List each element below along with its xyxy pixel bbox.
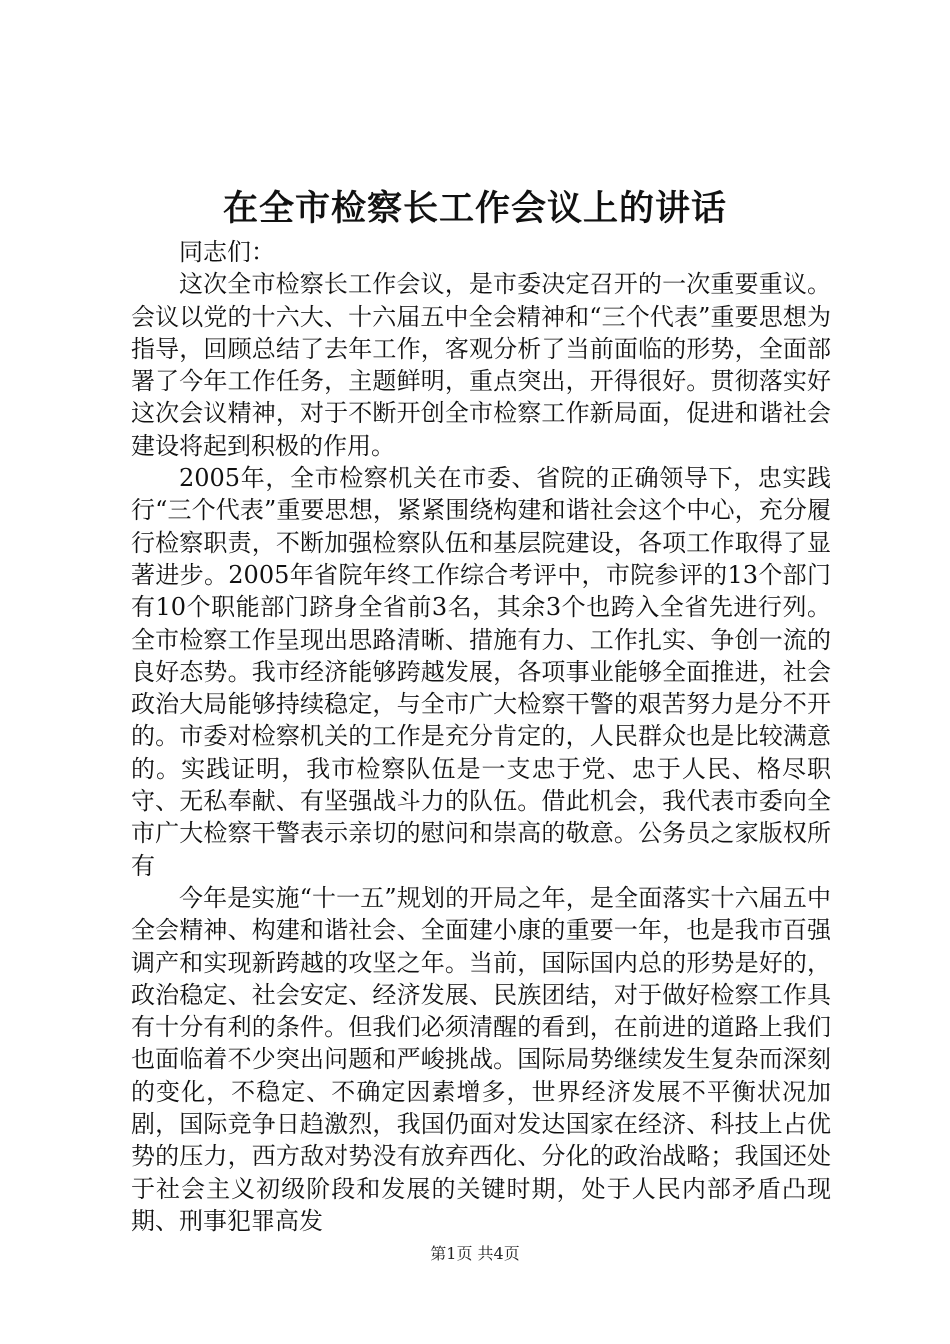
paragraph-3: 今年是实施“十一五”规划的开局之年，是全面落实十六届五中全会精神、构建和谐社会、全面建小康的重要一年，也是我市百强调产和实现新跨越的攻坚之年。当前，国际国内总的形势是好的，政治稳定、社会安定、经济发展、民族团结，对于做好检察工作具有十分有利的条件。但我们必须清醒的看到，在前进的道路上我们也面临着不少突出问题和严峻挑战。国际局势继续发生复杂而深刻的变化，不稳定、不确定因素增多，世界经济发展不平衡状况加剧，国际竞争日趋激烈，我国仍面对发达国家在经济、科技上占优势的压力，西方敌对势没有放弃西化、分化的政治战略；我国还处于社会主义初级阶段和发展的关键时期，处于人民内部矛盾凸现期、刑事犯罪高发 — [131, 883, 831, 1235]
paragraph-2: 2005年，全市检察机关在市委、省院的正确领导下，忠实践行“三个代表”重要思想，紧紧围绕构建和谐社会这个中心，充分履行检察职责，不断加强检察队伍和基层院建设，各项工作取得了显著进步。2005年省院年终工作综合考评中，市院参评的13个部门有10个职能部门跻身全省前3名，其余3个也跨入全省先进行列。全市检察工作呈现出思路清晰、措施有力、工作扎实、争创一流的良好态势。我市经济能够跨越发展，各项事业能够全面推进，社会政治大局能够持续稳定，与全市广大检察干警的艰苦努力是分不开的。市委对检察机关的工作是充分肯定的，人民群众也是比较满意的。实践证明，我市检察队伍是一支忠于党、忠于人民、格尽职守、无私奉献、有坚强战斗力的队伍。借此机会，我代表市委向全市广大检察干警表示亲切的慰问和崇高的敬意。公务员之家版权所有 — [131, 464, 831, 880]
document-body — [131, 236, 831, 1237]
paragraph-1: 这次全市检察长工作会议，是市委决定召开的一次重要重议。会议以党的十六大、十六届五中全会精神和“三个代表”重要思想为指导，回顾总结了去年工作，客观分析了当前面临的形势，全面部署了今年工作任务，主题鲜明，重点突出，开得很好。贯彻落实好这次会议精神，对于不断开创全市检察工作新局面，促进和谐社会建设将起到积极的作用。 — [131, 270, 831, 460]
page-footer: 第1页 共4页 — [430, 1244, 520, 1263]
document-title: 在全市检察长工作会议上的讲话 — [222, 188, 727, 229]
salutation: 同志们： — [179, 238, 275, 266]
